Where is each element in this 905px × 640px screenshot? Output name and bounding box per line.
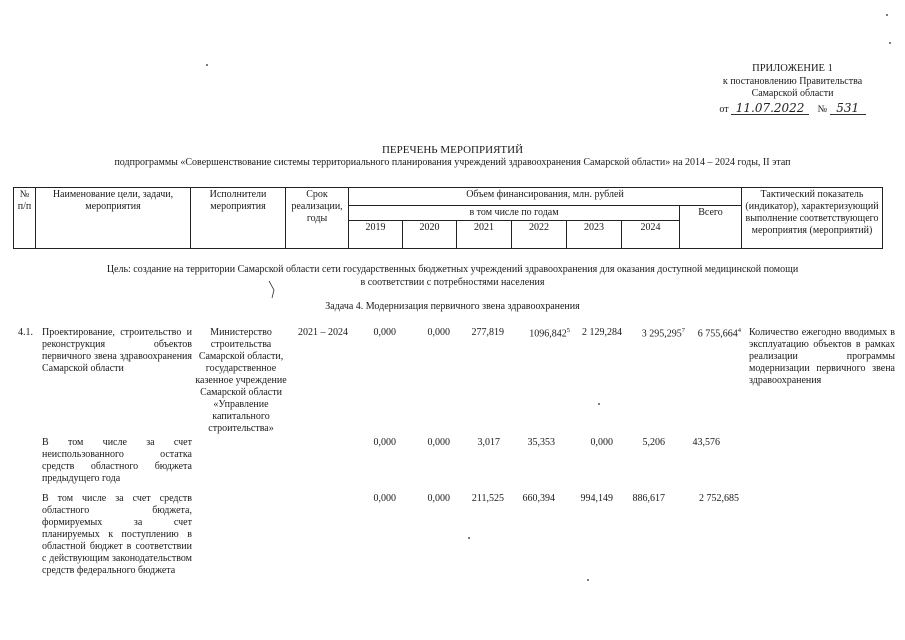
appendix-line1: к постановлению Правительства bbox=[722, 75, 863, 87]
header-year: 2021 bbox=[457, 221, 512, 249]
appendix-date-line bbox=[700, 102, 885, 117]
subrow-name: В том числе за счет средств областного бюджета, формируемых за счет планируемых к поступлению в областной бюджет в соответствии с действующим законодательством средств федерального бюджета bbox=[42, 493, 192, 576]
row-term: 2021 – 2024 bbox=[298, 327, 348, 338]
value-2023: 994,149 bbox=[580, 493, 613, 504]
header-name: Наименование цели, задачи, мероприятия bbox=[36, 188, 191, 249]
value-2024: 5,206 bbox=[642, 437, 665, 448]
value-2024: 3 295,295$^7$ bbox=[641, 327, 685, 340]
value-2020: 0,000 bbox=[427, 493, 450, 504]
appendix-block bbox=[700, 63, 885, 116]
value-2023: 0,000 bbox=[590, 437, 613, 448]
value-2020: 0,000 bbox=[427, 327, 450, 338]
header-term: Срок реализации, годы bbox=[286, 188, 349, 249]
pen-stroke bbox=[269, 281, 274, 298]
row-executor: Министерство строительства Самарской области, государственное казенное учреждение Самарской области «Управление капитального строительства» bbox=[195, 327, 287, 434]
value-2024: 886,617 bbox=[632, 493, 665, 504]
header-year: 2022 bbox=[512, 221, 567, 249]
value-total: 43,576 bbox=[692, 437, 720, 448]
value-2021: 211,525 bbox=[471, 493, 504, 504]
goal-line2: в соответствии с потребностями населения bbox=[360, 277, 545, 288]
row-name: Проектирование, строительство и реконструкция объектов первичного звена здравоохранения Самарской области bbox=[42, 327, 192, 374]
header-total: Всего bbox=[680, 206, 742, 249]
scan-speck bbox=[587, 579, 589, 581]
value-2021: 3,017 bbox=[477, 437, 500, 448]
header-funding: Объем финансирования, млн. рублей bbox=[349, 188, 742, 206]
date-prefix: от bbox=[719, 103, 729, 115]
value-2022: 660,394 bbox=[522, 493, 555, 504]
header-num: № п/п bbox=[14, 188, 36, 249]
doc-title: ПЕРЕЧЕНЬ МЕРОПРИЯТИЙ bbox=[381, 144, 524, 156]
scan-speck bbox=[598, 403, 600, 405]
subrow-name: В том числе за счет неиспользованного остатка средств областного бюджета предыдущего года bbox=[42, 437, 192, 484]
num-prefix: № bbox=[817, 103, 828, 115]
appendix-heading: ПРИЛОЖЕНИЕ 1 bbox=[752, 63, 833, 74]
value-total: 2 752,685 bbox=[699, 493, 739, 504]
scan-speck bbox=[468, 537, 470, 539]
value-total: 6 755,664$^4$ bbox=[697, 327, 741, 340]
handwritten-date: 11.07.2022 bbox=[731, 102, 809, 116]
handwritten-number: 531 bbox=[830, 102, 866, 116]
scan-speck bbox=[206, 64, 208, 66]
header-indicator: Тактический показатель (индикатор), характеризующий выполнение соответствующего мероприятия (мероприятий) bbox=[742, 188, 883, 249]
value-2022: 1096,842$^5$ bbox=[529, 327, 570, 340]
value-2019: 0,000 bbox=[373, 327, 396, 338]
header-year: 2023 bbox=[567, 221, 622, 249]
row-number: 4.1. bbox=[18, 327, 33, 338]
value-2019: 0,000 bbox=[373, 437, 396, 448]
scan-speck bbox=[886, 14, 888, 16]
header-executors: Исполнители мероприятия bbox=[191, 188, 286, 249]
value-2022: 35,353 bbox=[527, 437, 555, 448]
task-heading: Задача 4. Модернизация первичного звена здравоохранения bbox=[325, 301, 580, 312]
header-year: 2024 bbox=[622, 221, 680, 249]
value-2019: 0,000 bbox=[373, 493, 396, 504]
goal-line1: Цель: создание на территории Самарской области сети государственных бюджетных учреждений здравоохранения для оказания доступной медицинской помощи bbox=[106, 264, 799, 275]
header-table bbox=[13, 187, 883, 249]
appendix-line2: Самарской области bbox=[751, 88, 834, 99]
scan-speck bbox=[889, 42, 891, 44]
header-by-years: в том числе по годам bbox=[349, 206, 680, 221]
pen-mark bbox=[268, 280, 280, 300]
row-indicator: Количество ежегодно вводимых в эксплуатацию объектов в рамках реализации программы модернизации первичного звена здравоохранения bbox=[749, 327, 895, 386]
doc-subtitle: подпрограммы «Совершенствование системы территориального планирования учреждений здравоохранения Самарской области» на 2014 – 2024 годы, II этап bbox=[114, 157, 791, 168]
value-2021: 277,819 bbox=[471, 327, 504, 338]
value-2023: 2 129,284 bbox=[582, 327, 622, 338]
header-year: 2019 bbox=[349, 221, 403, 249]
value-2020: 0,000 bbox=[427, 437, 450, 448]
header-year: 2020 bbox=[403, 221, 457, 249]
